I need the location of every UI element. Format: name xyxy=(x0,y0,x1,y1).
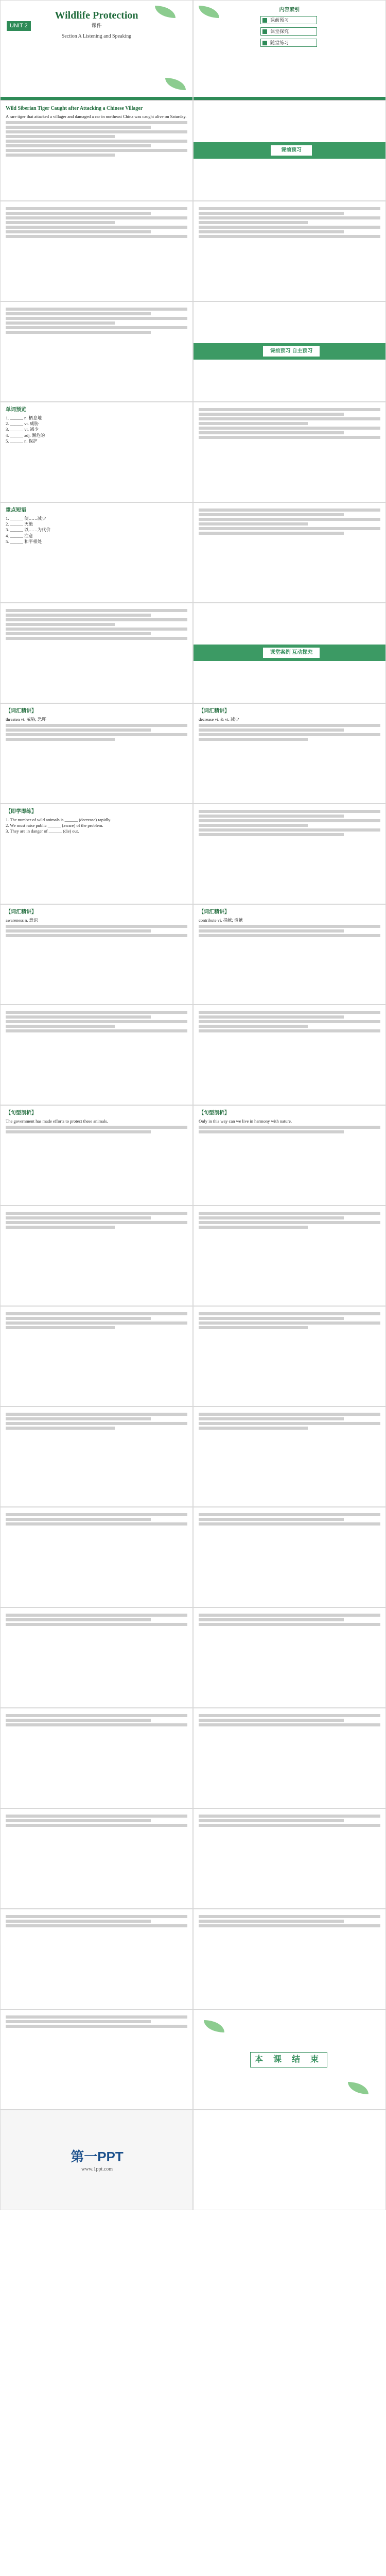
slide-text xyxy=(0,1808,193,1909)
phrase-item: 5. ______ 和平相处 xyxy=(6,539,42,545)
leaf-decoration xyxy=(165,78,186,90)
slide-text xyxy=(0,1708,193,1808)
slide-logo xyxy=(0,2110,193,2210)
banner-label: 课前预习 自主预习 xyxy=(263,346,320,357)
slide-text xyxy=(193,1808,386,1909)
leaf-decoration xyxy=(348,2082,369,2094)
cover-subtitle: 课件 xyxy=(91,23,102,29)
leaf-decoration xyxy=(204,2020,224,2032)
practice-question: 1. The number of wild animals is ______ (decrease) rapidly. xyxy=(6,817,111,822)
vocab-item: 2. ______ vt. 威胁 xyxy=(6,420,39,426)
slide-sentence xyxy=(193,1105,386,1206)
phrase-item: 4. ______ 注意 xyxy=(6,533,33,538)
menu-item-practice[interactable]: 随堂练习 xyxy=(260,39,317,47)
practice-question: 3. They are in danger of ______ (die) out. xyxy=(6,828,79,834)
phrases-title: 重点短语 xyxy=(6,507,26,513)
cover-section: Section A Listening and Speaking xyxy=(61,33,132,39)
notes-title: 【词汇精讲】 xyxy=(199,909,230,915)
banner-label: 课前预习 xyxy=(271,145,312,156)
vocab-title: 单词预览 xyxy=(6,407,26,413)
passage-heading: Wild Siberian Tiger Caught after Attacking a Chinese Villager xyxy=(6,106,143,111)
menu-title: 内容索引 xyxy=(279,7,300,13)
logo-url: www.1ppt.com xyxy=(81,2166,113,2173)
sentence-title: 【句型剖析】 xyxy=(199,1110,230,1116)
unit-tag: UNIT 2 xyxy=(7,21,31,31)
notes-title: 【词汇精讲】 xyxy=(199,708,230,714)
slide-text xyxy=(0,1607,193,1708)
phrase-item: 3. ______ 以……为代价 xyxy=(6,527,51,533)
practice-question: 2. We must raise public ______ (aware) of the problem. xyxy=(6,822,103,828)
ppt-logo xyxy=(1,2110,193,2210)
slide-text xyxy=(193,1005,386,1105)
slide-inquiry-banner xyxy=(193,603,386,703)
passage-body: A rare tiger that attacked a villager and damaged a car in northeast China was caught alive on Saturday. xyxy=(6,113,187,119)
slide-notes xyxy=(0,904,193,1005)
slide-text xyxy=(0,2009,193,2110)
slide-text xyxy=(0,1206,193,1306)
sentence-example: Only in this way can we live in harmony with nature. xyxy=(199,1118,292,1124)
footer-bar xyxy=(1,97,192,100)
sentence-title: 【句型剖析】 xyxy=(6,1110,37,1116)
slide-cover xyxy=(0,0,193,100)
slide-text xyxy=(193,1607,386,1708)
end-text: 本 课 结 束 xyxy=(250,2052,327,2067)
notes-title: 【词汇精讲】 xyxy=(6,909,37,915)
note-word: threaten vt. 威胁; 恐吓 xyxy=(6,716,46,722)
note-word: contribute vi. 捐献; 贡献 xyxy=(199,917,243,923)
note-word: awareness n. 意识 xyxy=(6,917,38,923)
phrase-item: 2. ______ 灭绝 xyxy=(6,521,33,527)
slide-blank xyxy=(193,2110,386,2210)
cover-title: Wildlife Protection xyxy=(55,10,138,21)
slide-sentence xyxy=(0,1105,193,1206)
note-word: decrease vi. & vt. 减少 xyxy=(199,716,239,722)
notes-title: 【词汇精讲】 xyxy=(6,708,37,714)
slide-preview-banner xyxy=(193,100,386,201)
slide-autonomous-banner xyxy=(193,301,386,402)
slide-phrases xyxy=(0,502,193,603)
slide-text xyxy=(193,201,386,301)
sentence-example: The government has made efforts to protect these animals. xyxy=(6,1118,108,1124)
banner-label: 课堂案例 互动探究 xyxy=(263,648,320,658)
slide-notes xyxy=(193,703,386,804)
vocab-item: 1. ______ n. 栖息地 xyxy=(6,415,42,420)
phrase-item: 1. ______ 使……减少 xyxy=(6,515,46,521)
slide-notes xyxy=(193,904,386,1005)
slide-text xyxy=(0,201,193,301)
slide-text xyxy=(193,1708,386,1808)
slide-text xyxy=(193,1406,386,1507)
vocab-item: 5. ______ n. 保护 xyxy=(6,438,38,444)
slide-text xyxy=(0,1507,193,1607)
slide-text xyxy=(193,1909,386,2009)
slide-practice xyxy=(0,804,193,904)
practice-title: 【即学即练】 xyxy=(6,809,37,815)
slide-text xyxy=(193,1507,386,1607)
slide-text xyxy=(193,502,386,603)
slide-menu xyxy=(193,0,386,100)
slide-text xyxy=(193,402,386,502)
slide-notes xyxy=(0,703,193,804)
slide-text xyxy=(193,1206,386,1306)
slide-text xyxy=(0,1306,193,1406)
slide-vocab xyxy=(0,402,193,502)
menu-item-preview[interactable]: 课前预习 xyxy=(260,16,317,24)
slide-text xyxy=(193,804,386,904)
vocab-item: 4. ______ adj. 濒危的 xyxy=(6,432,45,438)
slide-text xyxy=(0,1406,193,1507)
slide-end xyxy=(193,2009,386,2110)
slide-text xyxy=(0,603,193,703)
vocab-item: 3. ______ vt. 减少 xyxy=(6,427,39,432)
slide-text xyxy=(0,301,193,402)
slide-text xyxy=(0,1005,193,1105)
slide-passage xyxy=(0,100,193,201)
logo-mark: 第一PPT xyxy=(71,2149,124,2165)
slide-text xyxy=(0,1909,193,2009)
slide-text xyxy=(193,1306,386,1406)
footer-bar xyxy=(194,97,385,100)
menu-item-inquiry[interactable]: 课堂探究 xyxy=(260,27,317,36)
